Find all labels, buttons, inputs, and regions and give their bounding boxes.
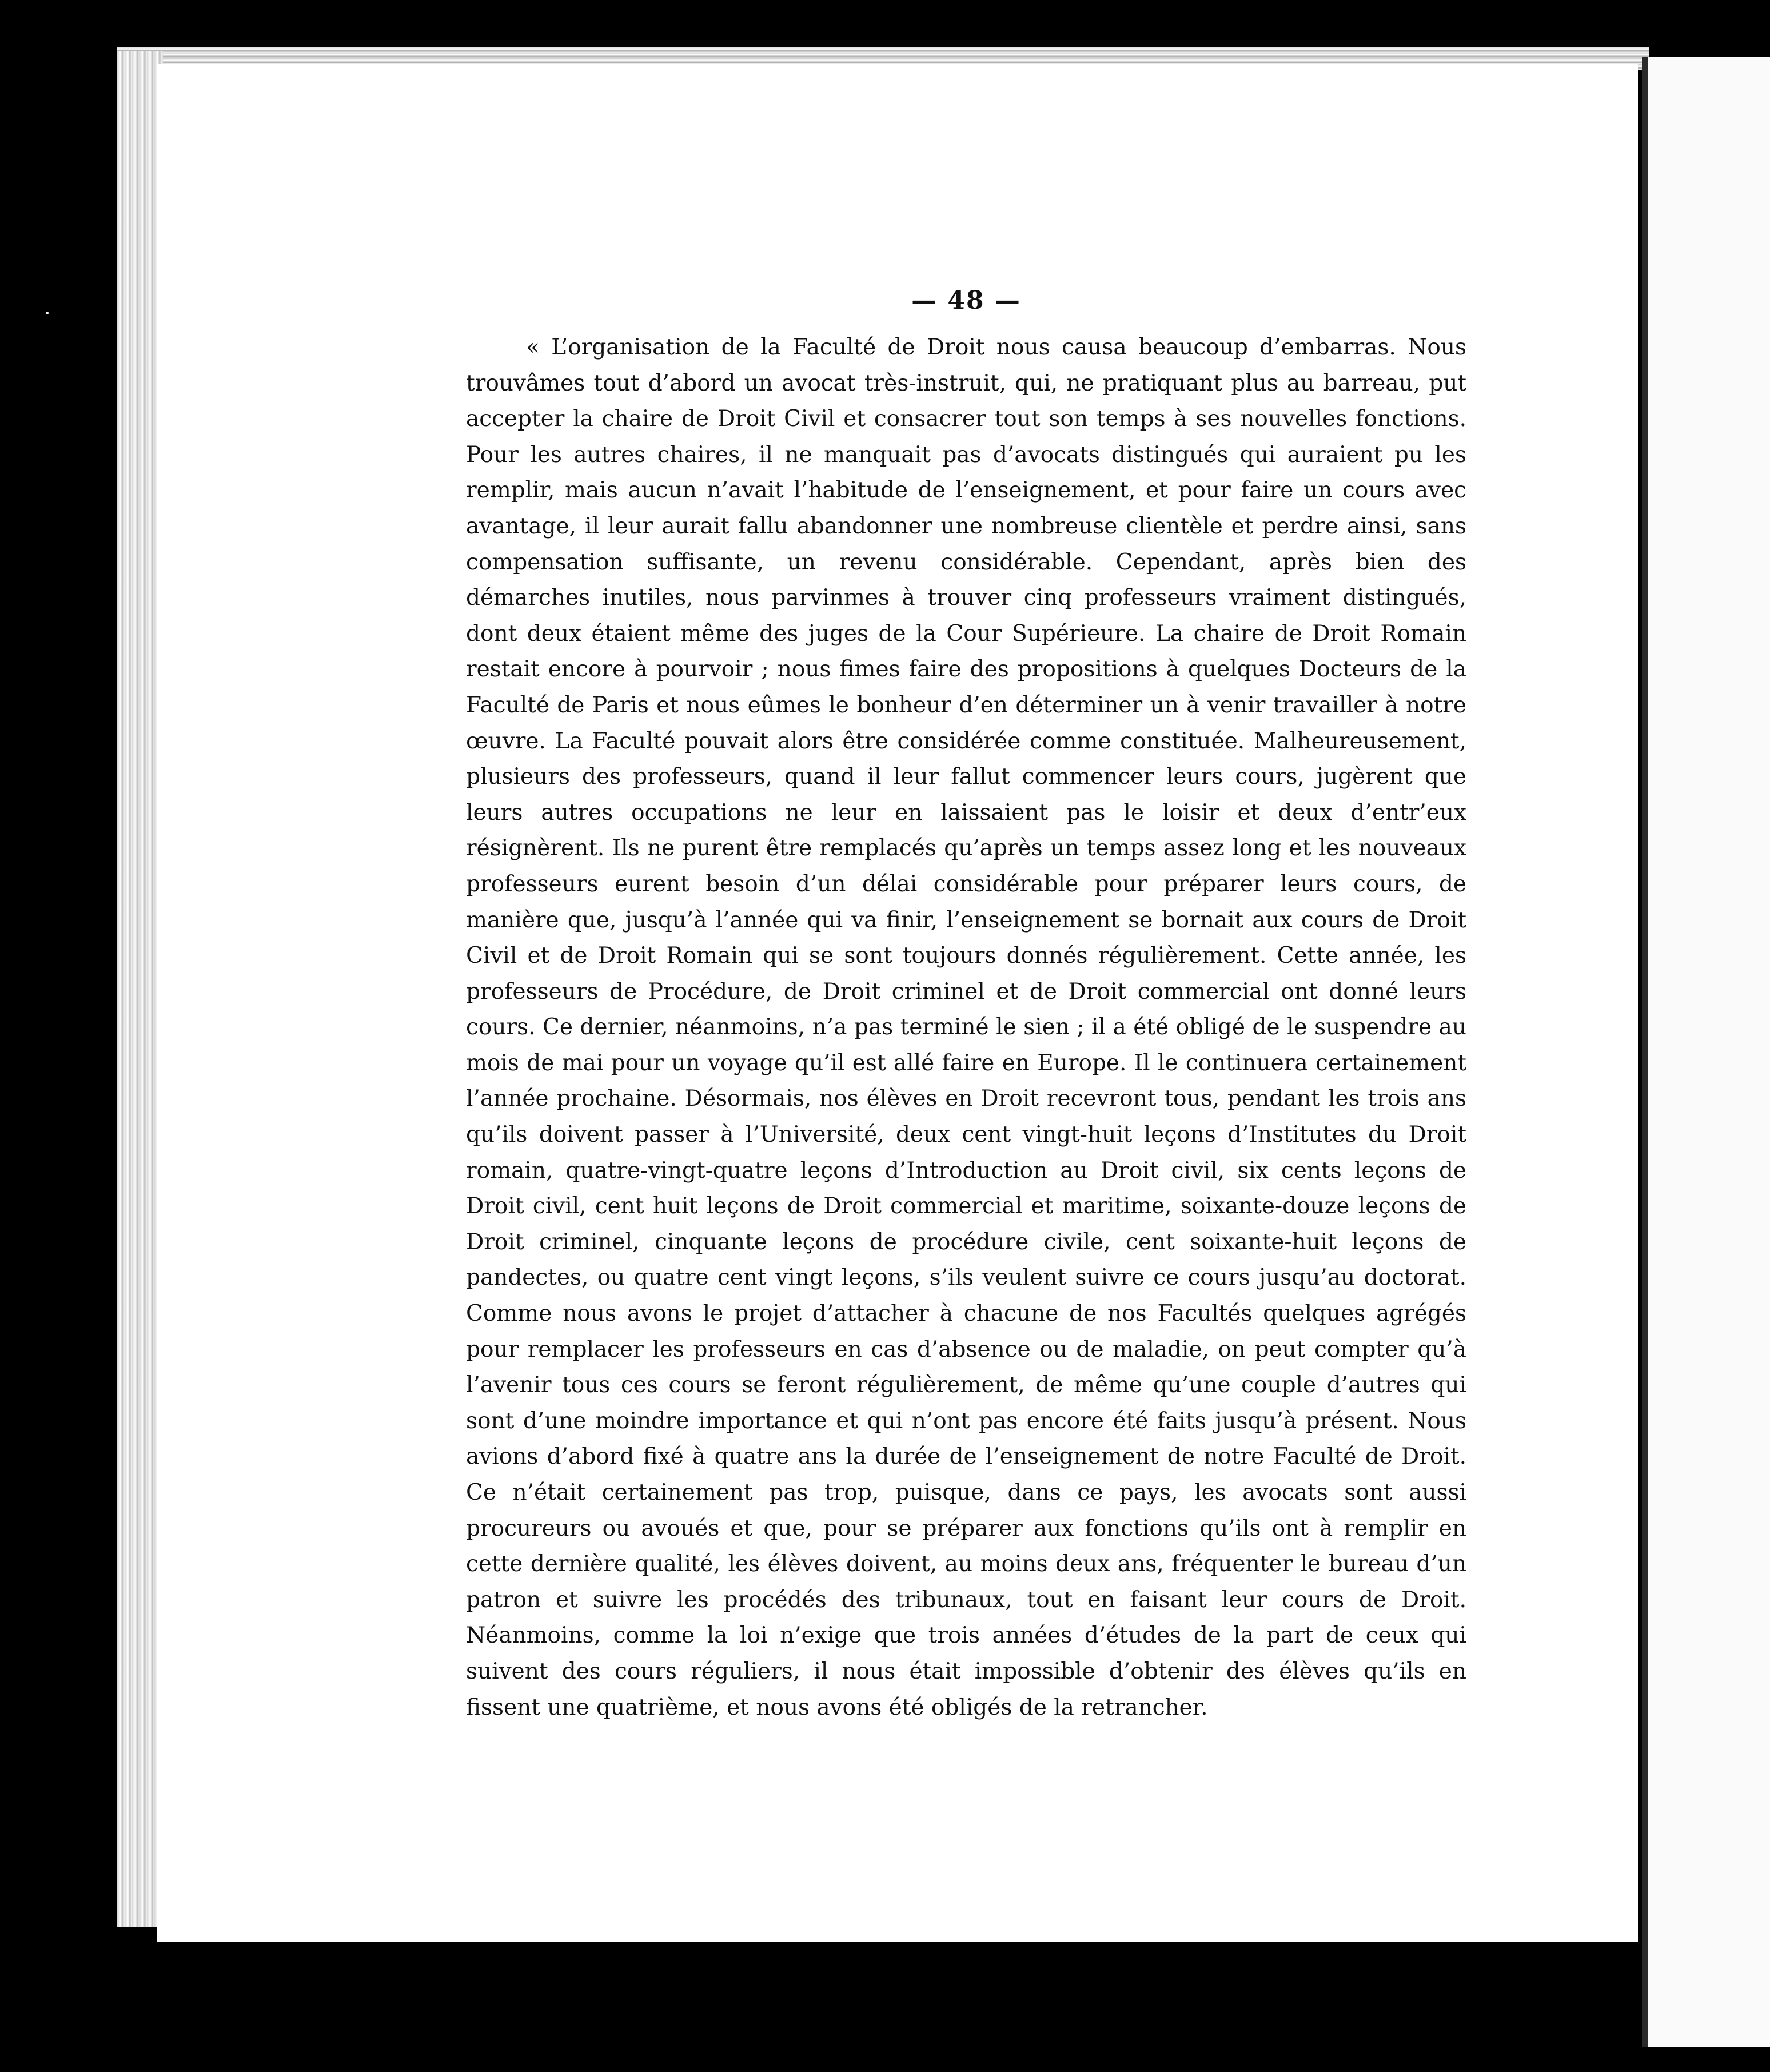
body-paragraph: « L’organisation de la Faculté de Droit nous causa beaucoup d’embarras. Nous trouvâmes tout d’abord un avocat très-instruit, qui, ne pratiquant plus au barreau, put accepter la chaire de Droit Civil et consacrer tout son temps à ses nouvelles fonctions. Pour les autres chaires, il ne manquait pas d’avocats distingués qui auraient pu les remplir, mais aucun n’avait l’habitude de l’enseignement, et pour faire un cours avec avantage, il leur aurait fallu abandonner une nombreuse clientèle et perdre ainsi, sans compensation suffisante, un revenu considérable. Cependant, après bien des démarches inutiles, nous parvinmes à trouver cinq professeurs vraiment distingués, dont deux étaient même des juges de la Cour Supérieure. La chaire de Droit Romain restait encore à pourvoir ; nous fimes faire des propositions à quelques Docteurs de la Faculté de Paris et nous eûmes le bonheur d’en déterminer un à venir travailler à notre œuvre. La Faculté pouvait alors être considérée comme constituée. Malheureusement, plusieurs des professeurs, quand il leur fallut commencer leurs cours, jugèrent que leurs autres occupations ne leur en laissaient pas le loisir et deux d’entr’eux résignèrent. Ils ne purent être remplacés qu’après un temps assez long et les nouveaux professeurs eurent besoin d’un délai considérable pour préparer leurs cours, de manière que, jusqu’à l’année qui va finir, l’enseignement se bornait aux cours de Droit Civil et de Droit Romain qui se sont toujours donnés régulièrement. Cette année, les professeurs de Procédure, de Droit criminel et de Droit commercial ont donné leurs cours. Ce dernier, néanmoins, n’a pas terminé le sien ; il a été obligé de le suspendre au mois de mai pour un voyage qu’il est allé faire en Europe. Il le continuera certainement l’année prochaine. Désormais, nos élèves en Droit recevront tous, pendant les trois ans qu’ils doivent passer à l’Université, deux cent vingt-huit leçons d’Institutes du Droit romain, quatre-vingt-quatre leçons d’Introduction au Droit civil, six cents leçons de Droit civil, cent huit leçons de Droit commercial et maritime, soixante-douze leçons de Droit criminel, cinquante leçons de procédure civile, cent soixante-huit leçons de pandectes, ou quatre cent vingt leçons, s’ils veulent suivre ce cours jusqu’au doctorat. Comme nous avons le projet d’attacher à chacune de nos Facultés quelques agrégés pour remplacer les professeurs en cas d’absence ou de maladie, on peut compter qu’à l’avenir tous ces cours se feront régulièrement, de même qu’une couple d’autres qui sont d’une moindre importance et qui n’ont pas encore été faits jusqu’à présent. Nous avions d’abord fixé à quatre ans la durée de l’enseignement de notre Faculté de Droit. Ce n’était certainement pas trop, puisque, dans ce pays, les avocats sont aussi procureurs ou avoués et que, pour se préparer aux fonctions qu’ils ont à remplir en cette dernière qualité, les élèves doivent, au moins deux ans, fréquenter le bureau d’un patron et suivre les procédés des tribunaux, tout en faisant leur cours de Droit. Néanmoins, comme la loi n’exige que trois années d’études de la part de ceux qui suivent des cours réguliers, il nous était impossible d’obtenir des élèves qu’ils en fissent une quatrième, et nous avons été obligés de la retrancher. bbox=[466, 334, 1466, 1720]
stacked-page-left-edges bbox=[117, 51, 163, 1927]
dust-speck bbox=[302, 643, 305, 646]
page-text-block bbox=[466, 286, 1466, 1726]
dust-speck bbox=[46, 312, 49, 314]
page-number: — 48 — bbox=[911, 286, 1021, 315]
facing-page-edge bbox=[1642, 57, 1770, 2047]
